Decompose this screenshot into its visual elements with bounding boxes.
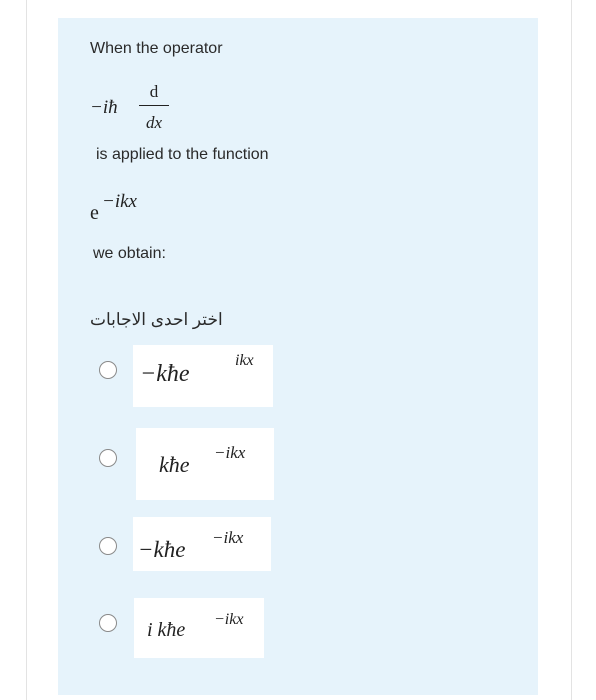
radio-button[interactable] xyxy=(99,537,117,555)
operator-prefix: −iħ xyxy=(90,97,118,118)
radio-button[interactable] xyxy=(99,614,117,632)
radio-button[interactable] xyxy=(99,449,117,467)
option-math-box xyxy=(136,428,274,500)
operator-denominator: dx xyxy=(145,113,163,132)
choose-label: اختر احدى الاجابات xyxy=(90,310,223,329)
option-exponent: −ikx xyxy=(214,611,244,628)
function-base: e xyxy=(90,202,99,224)
question-intro: When the operator xyxy=(90,40,223,57)
option-main: kħe xyxy=(159,452,190,477)
option-exponent: −ikx xyxy=(212,528,244,547)
fraction-bar xyxy=(139,105,169,106)
option-main: −kħe xyxy=(138,537,186,562)
question-panel xyxy=(58,18,538,695)
question-outro: we obtain: xyxy=(93,245,166,262)
option-exponent: −ikx xyxy=(214,443,246,462)
question-middle: is applied to the function xyxy=(96,146,269,163)
radio-button[interactable] xyxy=(99,361,117,379)
operator-numerator: d xyxy=(149,82,159,101)
option-main: −kħe xyxy=(140,361,190,387)
function-exponent: −ikx xyxy=(102,191,137,212)
option-main: i kħe xyxy=(147,619,186,641)
option-exponent: ikx xyxy=(235,352,254,369)
